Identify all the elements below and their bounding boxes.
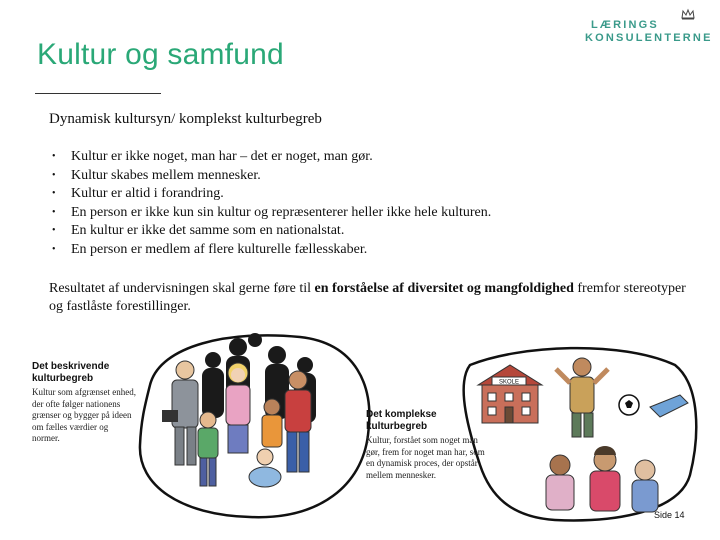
caption-complex-culture [366,409,491,481]
school-sign-text: SKOLE [498,379,520,386]
bullet-item: • En person er medlem af flere kulturelle fællesskaber. [50,241,491,260]
logo-line-2: KONSULENTERNE [585,32,713,44]
bullet-list [50,148,491,259]
bullet-dot-icon: • [52,206,56,218]
caption-right-heading: Det komplekse kulturbegreb [366,409,437,432]
company-logo [585,19,713,49]
summary-paragraph: Resultatet af undervisningen skal gerne føre til en forståelse af diversitet og mangfoldighed fremfor stereotyper og fastlåste forestillinger. [49,281,686,314]
logo-line-1: LÆRINGS [591,19,659,31]
group-right [546,446,658,512]
bullet-item: • Kultur er altid i forandring. [50,185,491,204]
crown-icon [680,8,696,20]
slide-number: Side 14 [654,510,685,520]
shoe-icon [650,395,688,417]
title-underline [35,93,161,94]
man-in-suit [162,361,198,465]
woman-yellow-hair [226,363,250,453]
subtitle: Dynamisk kultursyn/ komplekst kulturbegreb [49,111,322,127]
caption-descriptive-culture [32,361,137,445]
football-icon [619,395,639,415]
man-waving [556,358,608,437]
boy-orange [262,399,282,447]
baby-sitting [249,449,281,487]
bullet-item: • En kultur er ikke det samme som en nationalstat. [50,222,491,241]
bullet-dot-icon: • [52,243,56,255]
bullet-dot-icon: • [52,151,56,162]
bullet-item: • Kultur er ikke noget, man har – det er noget, man gør. [50,148,491,167]
child-green [198,412,218,486]
bullet-dot-icon: • [52,169,56,181]
bullet-dot-icon: • [52,188,56,199]
bullet-item: • Kultur skabes mellem mennesker. [50,167,491,186]
caption-left-heading: Det beskrivende kulturbegreb [32,361,110,384]
bullet-item: • En person er ikke kun sin kultur og repræsenterer heller ikke hele kulturen. [50,204,491,223]
bullet-dot-icon: • [52,225,56,236]
page-title: Kultur og samfund [37,38,284,71]
caption-left-body: Kultur som afgrænset enhed, der ofte følger nationens grænser og bygger på ideen om fælles værdier og normer. [32,387,136,443]
emphasis-text: en forståelse af diversitet og mangfoldighed [314,281,574,296]
caption-right-body: Kultur, forstået som noget man gør, frem for noget man har, som en dynamisk proces, der opstår mellem mennesker. [366,435,485,480]
